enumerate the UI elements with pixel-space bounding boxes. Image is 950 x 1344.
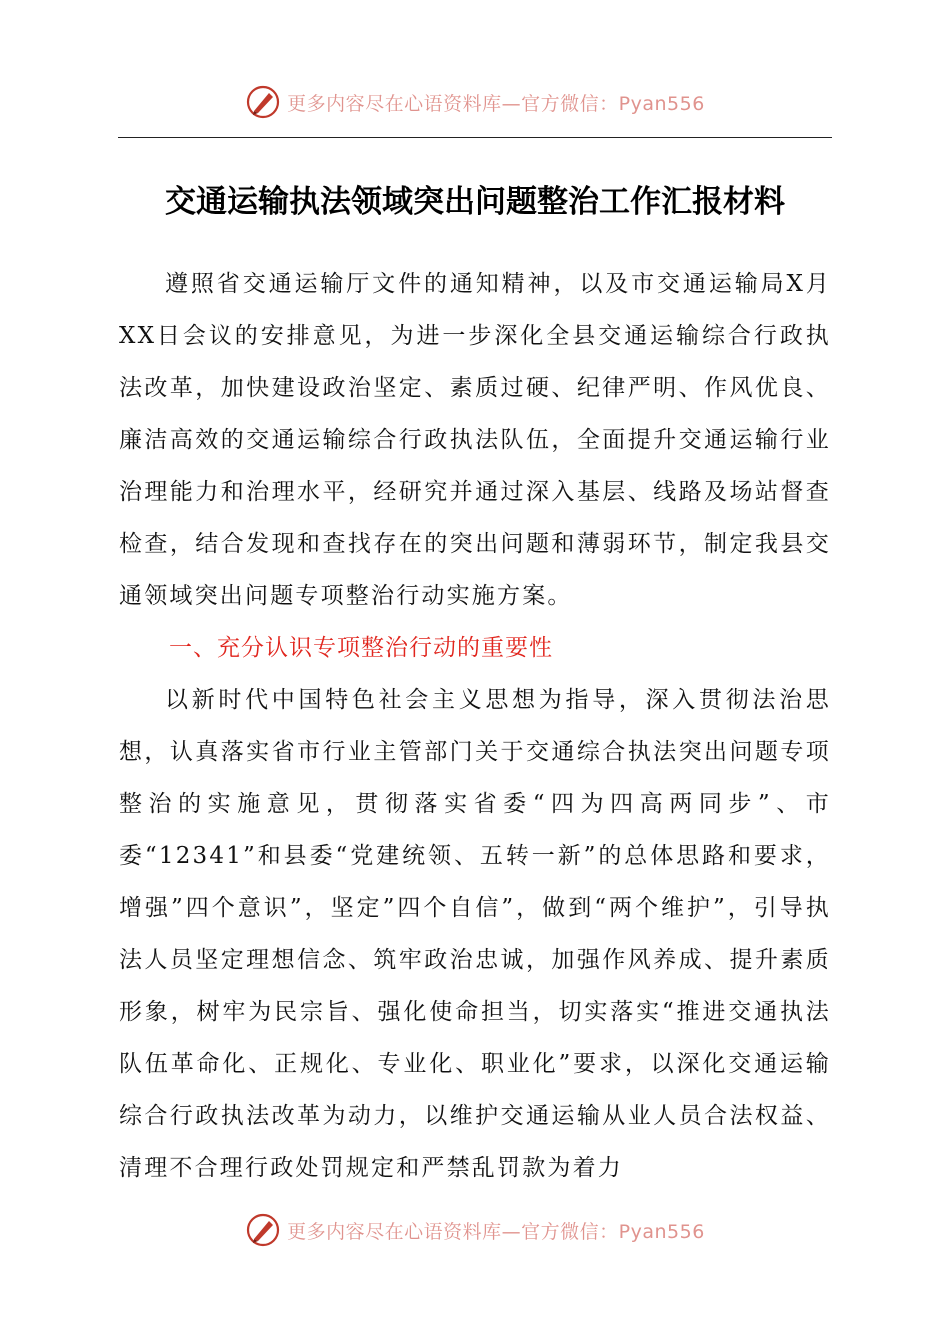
document-body — [119, 258, 831, 1194]
pen-circle-logo-icon — [245, 84, 281, 120]
intro-paragraph: 遵照省交通运输厅文件的通知精神，以及市交通运输局X月XX日会议的安排意见，为进一步深化全县交通运输综合行政执法改革，加快建设政治坚定、素质过硬、纪律严明、作风优良、廉洁高效的交通运输综合行政执法队伍，全面提升交通运输行业治理能力和治理水平，经研究并通过深入基层、线路及场站督查检查，结合发现和查找存在的突出问题和薄弱环节，制定我县交通领域突出问题专项整治行动实施方案。 — [119, 271, 831, 609]
watermark-banner-bottom — [0, 1208, 950, 1252]
section-heading-1: 一、充分认识专项整治行动的重要性 — [169, 635, 553, 661]
header-rule — [118, 137, 832, 138]
watermark-text: 更多内容尽在心语资料库—官方微信：Pyan556 — [287, 1220, 705, 1243]
pen-circle-logo-icon — [245, 1212, 281, 1248]
document-title: 交通运输执法领域突出问题整治工作汇报材料 — [165, 184, 785, 220]
section-1-paragraph: 以新时代中国特色社会主义思想为指导，深入贯彻法治思想，认真落实省市行业主管部门关于交通综合执法突出问题专项整治的实施意见，贯彻落实省委“四为四高两同步”、市委“12341”和县委“党建统领、五转一新”的总体思路和要求，增强”四个意识”，坚定”四个自信”，做到“两个维护”，引导执法人员坚定理想信念、筑牢政治忠诚，加强作风养成、提升素质形象，树牢为民宗旨、强化使命担当，切实落实“推进交通执法队伍革命化、正规化、专业化、职业化”要求，以深化交通运输综合行政执法改革为动力，以维护交通运输从业人员合法权益、清理不合理行政处罚规定和严禁乱罚款为着力 — [119, 687, 831, 1181]
watermark-text: 更多内容尽在心语资料库—官方微信：Pyan556 — [287, 92, 705, 115]
watermark-banner-top — [0, 80, 950, 124]
